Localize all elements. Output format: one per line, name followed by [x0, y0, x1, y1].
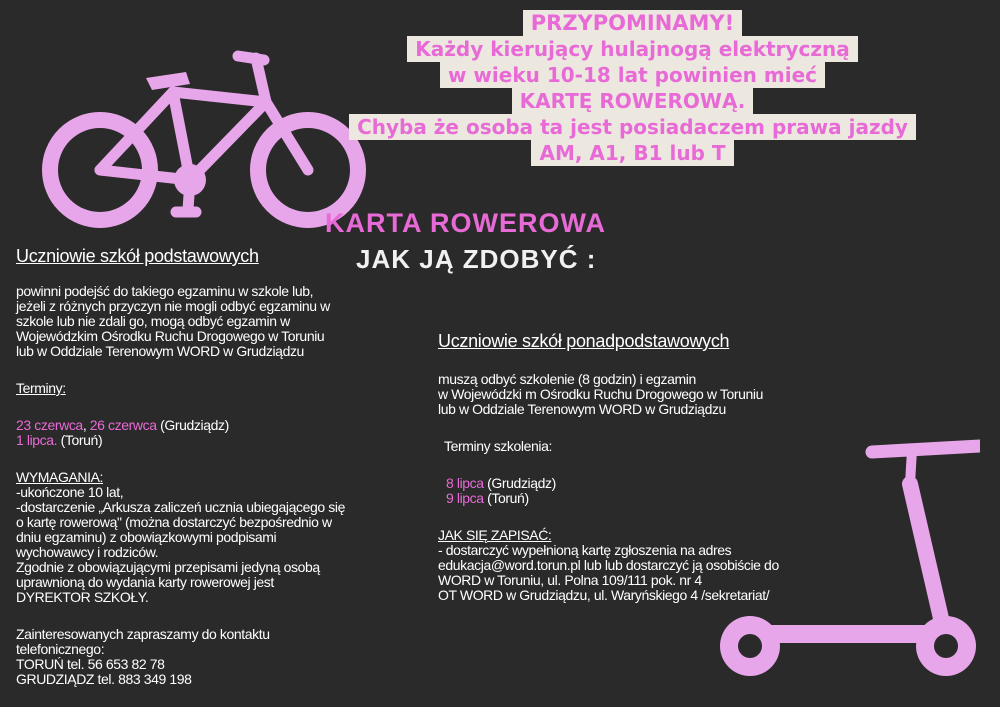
signup-label: JAK SIĘ ZAPISAĆ: — [438, 527, 552, 543]
requirement-line: wychowawcy i rodziców. — [16, 544, 159, 560]
signup-line: WORD w Toruniu, ul. Polna 109/111 pok. nr 4 — [438, 572, 702, 588]
contact-line: GRUDZIĄDZ tel. 883 349 198 — [16, 671, 192, 687]
contact-line: Zainteresowanych zapraszamy do kontaktu — [16, 626, 270, 642]
requirement-line: DYREKTOR SZKOŁY. — [16, 589, 149, 605]
primary-heading: Uczniowie szkół podstawowych — [16, 246, 259, 266]
secondary-term-1 — [438, 476, 858, 491]
karta-rowerowa-title: KARTA ROWEROWA — [325, 208, 606, 238]
term-date: 9 lipca — [446, 490, 484, 506]
reminder-line: Każdy kierujący hulajnogą elektryczną — [407, 36, 857, 62]
secondary-terms-label: Terminy szkolenia: — [444, 438, 552, 454]
primary-term-1 — [16, 418, 416, 433]
reminder-block — [300, 10, 965, 166]
term-date: 26 czerwca — [89, 417, 157, 433]
requirements-label: WYMAGANIA: — [16, 469, 104, 485]
primary-intro-line: lub w Oddziale Terenowym WORD w Grudziądzu — [16, 343, 304, 359]
reminder-line: Chyba że osoba ta jest posiadaczem prawa jazdy — [349, 114, 916, 140]
secondary-term-2 — [438, 491, 858, 506]
secondary-intro-line: lub w Oddziale Terenowym WORD w Grudziądzu — [438, 401, 726, 417]
requirement-line: dniu egzaminu) z obowiązkowymi podpisami — [16, 529, 277, 545]
term-date: 23 czerwca — [16, 417, 83, 433]
requirement-line: Zgodnie z obowiązującymi przepisami jedyną osobą — [16, 559, 320, 575]
term-date: 8 lipca — [446, 475, 484, 491]
primary-intro-line: szkole lub nie zdali go, mogą odbyć egzamin w — [16, 313, 290, 329]
term-sep: , — [82, 417, 90, 433]
requirement-line: -dostarczenie „Arkusza zaliczeń ucznia ubiegającego się — [16, 499, 345, 515]
secondary-heading: Uczniowie szkół ponadpodstawowych — [438, 331, 730, 351]
requirement-line: -ukończone 10 lat, — [16, 484, 124, 500]
primary-term-2 — [16, 433, 416, 448]
primary-intro-line: Wojewódzkim Ośrodku Ruchu Drogowego w Toruniu — [16, 328, 325, 344]
term-place: (Toruń) — [57, 432, 103, 448]
requirement-line: o kartę rowerową" (można dostarczyć bezpośrednio w — [16, 514, 332, 530]
term-date: 1 lipca. — [16, 432, 58, 448]
secondary-section — [438, 372, 858, 603]
reminder-line: w wieku 10-18 lat powinien mieć — [440, 62, 825, 88]
primary-intro-line: jeżeli z różnych przyczyn nie mogli odbyć egzaminu w — [16, 298, 330, 314]
secondary-intro-line: w Wojewódzki m Ośrodku Ruchu Drogowego w Toruniu — [438, 386, 763, 402]
term-place: (Grudziądz) — [483, 475, 556, 491]
term-place: (Grudziądz) — [156, 417, 229, 433]
how-to-get-title: JAK JĄ ZDOBYĆ : — [356, 244, 597, 274]
requirement-line: uprawnioną do wydania karty rowerowej jest — [16, 574, 274, 590]
signup-line: edukacja@word.torun.pl lub lub dostarczyć ją osobiście do — [438, 557, 779, 573]
primary-terms-label: Terminy: — [16, 380, 66, 396]
signup-line: OT WORD w Grudziądzu, ul. Waryńskiego 4 /sekretariat/ — [438, 587, 770, 603]
reminder-line: KARTĘ ROWEROWĄ. — [512, 88, 754, 114]
reminder-line: AM, A1, B1 lub T — [531, 140, 733, 166]
reminder-line: PRZYPOMINAMY! — [523, 10, 742, 36]
signup-line: - dostarczyć wypełnioną kartę zgłoszenia na adres — [438, 542, 732, 558]
contact-line: TORUŃ tel. 56 653 82 78 — [16, 656, 165, 672]
primary-intro-line: powinni podejść do takiego egzaminu w szkole lub, — [16, 283, 314, 299]
contact-line: telefonicznego: — [16, 641, 105, 657]
primary-section — [16, 284, 416, 687]
term-place: (Toruń) — [483, 490, 529, 506]
secondary-intro-line: muszą odbyć szkolenie (8 godzin) i egzamin — [438, 371, 696, 387]
